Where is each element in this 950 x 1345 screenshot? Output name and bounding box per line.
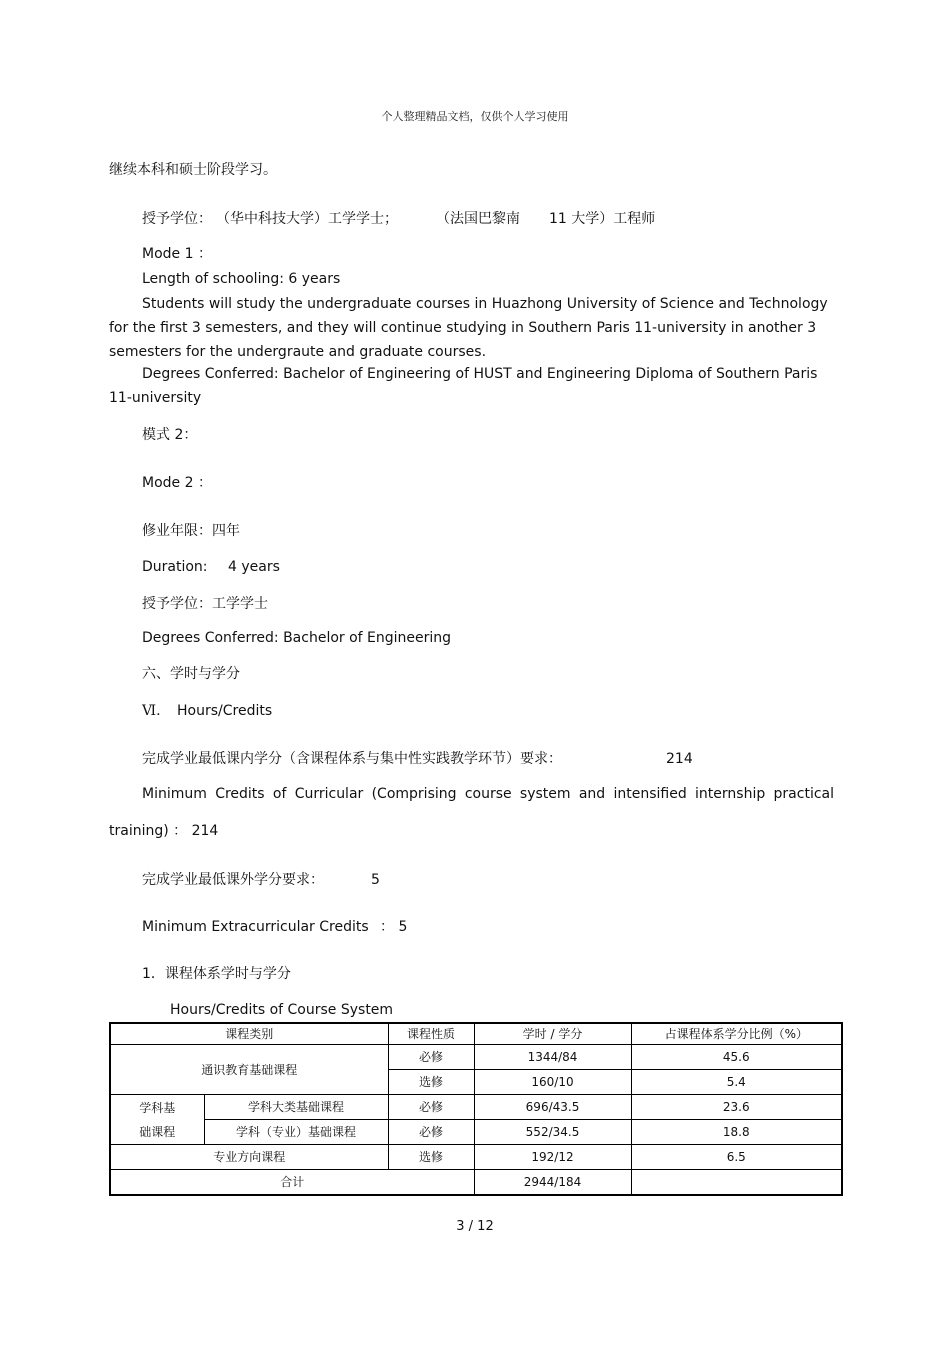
degrees-conferred-line-1: Degrees Conferred: Bachelor of Engineering of HUST and Engineering Diploma of Southern Paris [142, 366, 818, 382]
table-row [110, 1145, 842, 1170]
table-row [110, 1045, 842, 1070]
cell-pct: 45.6 [631, 1045, 842, 1070]
degree-cn-label: 授予学位： [142, 211, 212, 227]
degrees-conferred-line-2: 11-university [109, 390, 202, 406]
cell-pct: 5.4 [631, 1070, 842, 1095]
word: and [578, 786, 606, 802]
cell-nature: 选修 [388, 1070, 474, 1095]
mode2-en-heading: Mode 2 ： [142, 475, 212, 491]
extracurricular-cn-value: 5 [371, 872, 380, 888]
table-caption: Hours/Credits of Course System [170, 1002, 394, 1018]
word: system [519, 786, 571, 802]
item1-cn-heading: 1．课程体系学时与学分 [142, 966, 291, 982]
total-label: 合计 [110, 1170, 474, 1196]
extracurricular-en: Minimum Extracurricular Credits [142, 919, 369, 935]
word: practical [773, 786, 834, 802]
section6-en-heading: Hours/Credits [177, 703, 273, 719]
header-nature: 课程性质 [388, 1023, 474, 1045]
table-total-row [110, 1170, 842, 1196]
cell-hours: 192/12 [474, 1145, 631, 1170]
min-credits-en-line-2: training) ： 214 [109, 823, 219, 839]
degree2-cn: 授予学位：工学学士 [142, 596, 268, 612]
word: course [464, 786, 512, 802]
degree2-en: Degrees Conferred: Bachelor of Engineering [142, 630, 452, 646]
duration-en-label: Duration: [142, 559, 208, 575]
cell-hours: 696/43.5 [474, 1095, 631, 1120]
section6-cn-heading: 六、学时与学分 [142, 666, 240, 682]
major-direction-label: 专业方向课程 [110, 1145, 388, 1170]
header-category: 课程类别 [110, 1023, 388, 1045]
general-education-label: 通识教育基础课程 [110, 1045, 388, 1095]
section6-roman-numeral: Ⅵ. [142, 703, 161, 719]
table-header-row [110, 1023, 842, 1045]
students-paragraph-line-1: Students will study the undergraduate courses in Huazhong University of Science and Technology [142, 296, 828, 312]
word: Credits [215, 786, 265, 802]
cell-pct: 18.8 [631, 1120, 842, 1145]
course-system-table [109, 1022, 843, 1196]
mode1-heading: Mode 1 ： [142, 246, 212, 262]
total-hours: 2944/184 [474, 1170, 631, 1196]
word: internship [695, 786, 766, 802]
degree-cn-engineer: 11 大学）工程师 [549, 211, 656, 227]
cell-nature: 选修 [388, 1145, 474, 1170]
extracurricular-en-value: ： 5 [380, 919, 408, 935]
page-header: 个人整理精品文档，仅供个人学习使用 [381, 110, 569, 123]
table-row [110, 1095, 842, 1120]
min-credits-en-line-1 [142, 787, 834, 801]
extracurricular-cn: 完成学业最低课外学分要求： [142, 872, 324, 888]
discipline-basic-label [110, 1095, 204, 1145]
cell-nature: 必修 [388, 1095, 474, 1120]
header-hours-credits: 学时 / 学分 [474, 1023, 631, 1045]
page-number: 3 / 12 [456, 1219, 494, 1234]
duration-cn: 修业年限：四年 [142, 523, 240, 539]
length-of-schooling: Length of schooling: 6 years [142, 271, 341, 287]
min-credits-cn-value: 214 [666, 751, 693, 767]
word: Curricular [294, 786, 364, 802]
word: Minimum [142, 786, 207, 802]
word: (Comprising [371, 786, 457, 802]
continue-study-line: 继续本科和硕士阶段学习。 [109, 162, 277, 178]
cell-nature: 必修 [388, 1120, 474, 1145]
students-paragraph-line-2: for the first 3 semesters, and they will continue studying in Southern Paris 11-university in another 3 [109, 320, 817, 336]
cell-pct: 6.5 [631, 1145, 842, 1170]
word: of [272, 786, 287, 802]
min-credits-cn: 完成学业最低课内学分（含课程体系与集中性实践教学环节）要求： [142, 751, 562, 767]
discipline-label-line-1: 学科基 [139, 1100, 176, 1115]
word: intensified [613, 786, 687, 802]
total-pct [631, 1170, 842, 1196]
degree-cn-hust: （华中科技大学）工学学士； [216, 211, 398, 227]
table-row [110, 1120, 842, 1145]
cell-nature: 必修 [388, 1045, 474, 1070]
discipline-label-line-2: 础课程 [139, 1124, 176, 1139]
degree-cn-paris: （法国巴黎南 [436, 211, 520, 227]
cell-subcategory: 学科大类基础课程 [204, 1095, 388, 1120]
cell-pct: 23.6 [631, 1095, 842, 1120]
header-percentage: 占课程体系学分比例（%） [631, 1023, 842, 1045]
cell-subcategory: 学科（专业）基础课程 [204, 1120, 388, 1145]
students-paragraph-line-3: semesters for the undergraute and graduate courses. [109, 344, 487, 360]
cell-hours: 552/34.5 [474, 1120, 631, 1145]
duration-en-value: 4 years [228, 559, 280, 575]
cell-hours: 1344/84 [474, 1045, 631, 1070]
cell-hours: 160/10 [474, 1070, 631, 1095]
mode2-cn-heading: 模式 2： [142, 427, 198, 443]
